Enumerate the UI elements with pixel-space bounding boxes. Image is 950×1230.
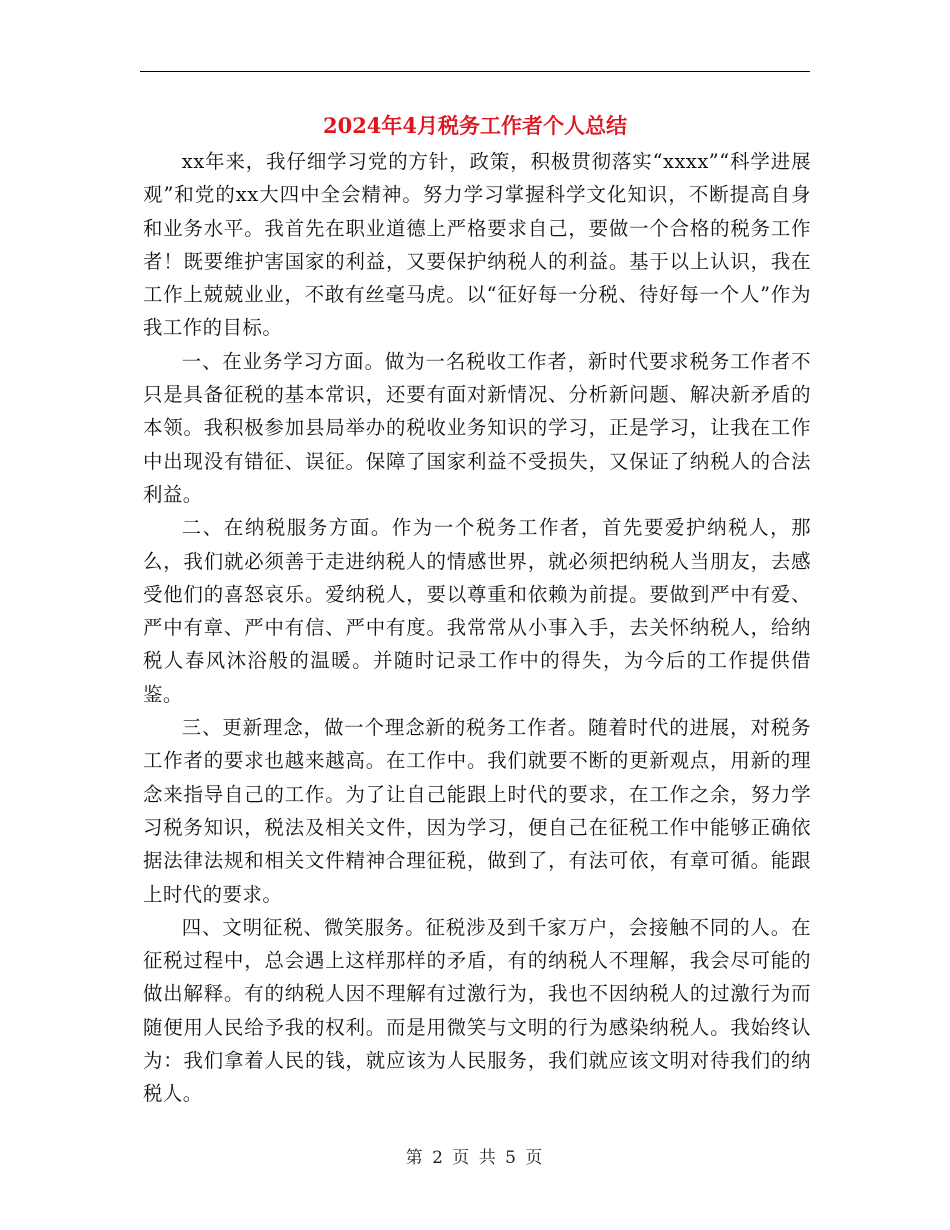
document-title: 2024年4月税务工作者个人总结 [322, 113, 628, 138]
paragraph-service: 二、在纳税服务方面。作为一个税务工作者，首先要爱护纳税人，那么，我们就必须善于走进纳税人的情感世界，就必须把纳税人当朋友，去感受他们的喜怒哀乐。爱纳税人，要以尊重和依赖为前提。要做到严中有爱、严中有章、严中有信、严中有度。我常常从小事入手，去关怀纳税人，给纳税人春风沐浴般的温暖。并随时记录工作中的得失，为今后的工作提供借鉴。 [143, 516, 811, 706]
paragraph-study: 一、在业务学习方面。做为一名税收工作者，新时代要求税务工作者不只是具备征税的基本常识，还要有面对新情况、分析新问题、解决新矛盾的本领。我积极参加县局举办的税收业务知识的学习，正是学习，让我在工作中出现没有错征、误征。保障了国家利益不受损失，又保证了纳税人的合法利益。 [143, 349, 811, 506]
paragraph-intro: xx年来，我仔细学习党的方针，政策，积极贯彻落实“xxxx”“科学进展观”和党的xx大四中全会精神。努力学习掌握科学文化知识，不断提高自身和业务水平。我首先在职业道德上严格要求自己，要做一个合格的税务工作者！既要维护害国家的利益，又要保护纳税人的利益。基于以上认识，我在工作上兢兢业业，不敢有丝毫马虎。以“征好每一分税、待好每一个人”作为我工作的目标。 [143, 150, 811, 340]
paragraph-concept: 三、更新理念，做一个理念新的税务工作者。随着时代的进展，对税务工作者的要求也越来越高。在工作中。我们就要不断的更新观点，用新的理念来指导自己的工作。为了让自己能跟上时代的要求，在工作之余，努力学习税务知识，税法及相关文件，因为学习，便自己在征税工作中能够正确依据法律法规和相关文件精神合理征税，做到了，有法可依，有章可循。能跟上时代的要求。 [143, 716, 811, 906]
document-body [143, 145, 811, 1111]
paragraph-civility: 四、文明征税、微笑服务。征税涉及到千家万户，会接触不同的人。在征税过程中，总会遇上这样那样的矛盾，有的纳税人不理解，我会尽可能的做出解释。有的纳税人因不理解有过激行为，我也不因纳税人的过激行为而随便用人民给予我的权利。而是用微笑与文明的行为感染纳税人。我始终认为：我们拿着人民的钱，就应该为人民服务，我们就应该文明对待我们的纳税人。 [143, 915, 811, 1106]
header-rule [140, 71, 810, 72]
page-number: 第 2 页 共 5 页 [405, 1148, 545, 1168]
